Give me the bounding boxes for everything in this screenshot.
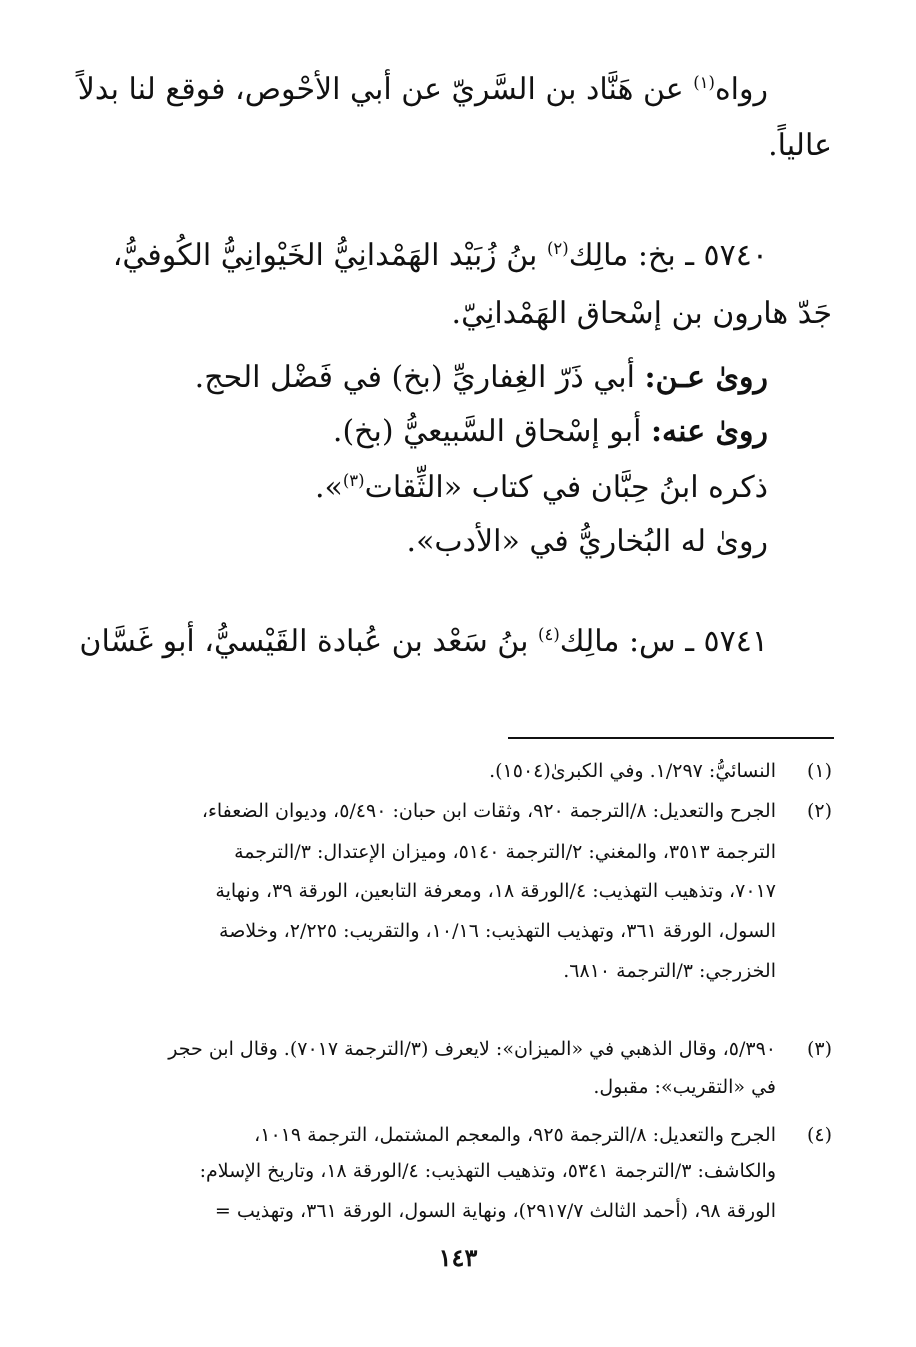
rawa-anhu-text: أبو إسْحاق السَّبيعيُّ (بخ). bbox=[332, 414, 651, 449]
footnote-ref-1: (١) bbox=[693, 73, 715, 92]
entry-5740-nisba: بنُ زُبَيْد الهَمْدانِيُّ الخَيْوانِيُّ الكُوفيُّ، bbox=[112, 238, 547, 273]
footnote-3-line-2: في «التقريب»: مقبول. bbox=[593, 1076, 776, 1098]
footnote-2-line-4: السول، الورقة ٣٦١، وتهذيب التهذيب: ١٠/١٦، والتقريب: ٢/٢٢٥، وخلاصة bbox=[219, 920, 776, 942]
footnote-2-line-1: الجرح والتعديل: ٨/الترجمة ٩٢٠، وثقات ابن حبان: ٥/٤٩٠، وديوان الضعفاء، bbox=[201, 800, 776, 822]
footnote-3-line-1: ٥/٣٩٠، وقال الذهبي في «الميزان»: لايعرف (٣/الترجمة ٧٠١٧). وقال ابن حجر bbox=[168, 1038, 776, 1060]
footnote-number-3: (٣) bbox=[806, 1038, 832, 1060]
entry-5740-thiqat bbox=[315, 470, 768, 505]
footnote-ref-3: (٣) bbox=[342, 471, 365, 490]
footnote-1-line-1: النسائيُّ: ١/٢٩٧. وفي الكبرىٰ(١٥٠٤). bbox=[489, 760, 776, 782]
page-number: ١٤٣ bbox=[438, 1243, 478, 1272]
entry-5740-rawa-anhu bbox=[333, 414, 768, 449]
rawa-an-text: أبي ذَرّ الغِفاريِّ (بخ) في فَضْل الحج. bbox=[194, 360, 645, 395]
entry-5740-adab bbox=[407, 524, 768, 559]
thiqat-text-a: ذكره ابنُ حِبَّان في كتاب «الثِّقات bbox=[364, 470, 768, 505]
intro-line-2 bbox=[768, 128, 832, 163]
entry-5740-relation: جَدّ هارون بن إسْحاق الهَمْدانِيّ. bbox=[451, 296, 832, 331]
footnote-4-line-3: الورقة ٩٨، (أحمد الثالث ٢٩١٧/٧)، ونهاية السول، الورقة ٣٦١، وتهذيب = bbox=[214, 1200, 776, 1222]
entry-5741-nisba: بنُ سَعْد بن عُبادة القَيْسيُّ، أبو غَسَّان bbox=[79, 624, 539, 659]
footnote-4-line-2: والكاشف: ٣/الترجمة ٥٣٤١، وتذهيب التهذيب: ٤/الورقة ١٨، وتاريخ الإسلام: bbox=[199, 1160, 776, 1182]
intro-line-1 bbox=[78, 72, 768, 107]
footnote-2-line-5: الخزرجي: ٣/الترجمة ٦٨١٠. bbox=[563, 960, 776, 982]
footnote-number-1: (١) bbox=[806, 760, 832, 782]
rawa-an-label: روىٰ عـن: bbox=[644, 360, 768, 395]
footnote-number-2: (٢) bbox=[806, 800, 832, 822]
footnote-number-4: (٤) bbox=[806, 1124, 832, 1146]
footnote-2-line-3: ٧٠١٧، وتذهيب التهذيب: ٤/الورقة ١٨، ومعرفة التابعين، الورقة ٣٩، ونهاية bbox=[215, 880, 776, 902]
footnote-separator bbox=[508, 737, 834, 739]
entry-5740-line-2 bbox=[452, 296, 832, 331]
thiqat-text-b: ». bbox=[314, 470, 343, 505]
entry-5740-heading bbox=[113, 238, 768, 273]
footnote-2-line-2: الترجمة ٣٥١٣، والمغني: ٢/الترجمة ٥١٤٠، وميزان الإعتدال: ٣/الترجمة bbox=[234, 841, 776, 863]
entry-5741-heading bbox=[79, 624, 768, 659]
intro-text-a: رواه bbox=[714, 72, 768, 107]
entry-5741-name: ٥٧٤١ ـ س: مالِك bbox=[559, 624, 768, 659]
intro-text-b: عن هَنَّاد بن السَّريّ عن أبي الأحْوص، فوقع لنا بدلاً bbox=[77, 72, 694, 107]
intro-text-c: عالياً. bbox=[768, 128, 832, 163]
rawa-anhu-label: روىٰ عنه: bbox=[650, 414, 768, 449]
entry-5740-name: ٥٧٤٠ ـ بخ: مالِك bbox=[568, 238, 768, 273]
footnote-4-line-1: الجرح والتعديل: ٨/الترجمة ٩٢٥، والمعجم المشتمل، الترجمة ١٠١٩، bbox=[254, 1124, 776, 1146]
entry-5740-rawa-an bbox=[195, 360, 768, 395]
adab-text: روىٰ له البُخاريُّ في «الأدب». bbox=[406, 524, 768, 559]
footnote-ref-4: (٤) bbox=[538, 625, 560, 644]
footnote-ref-2: (٢) bbox=[546, 239, 569, 258]
